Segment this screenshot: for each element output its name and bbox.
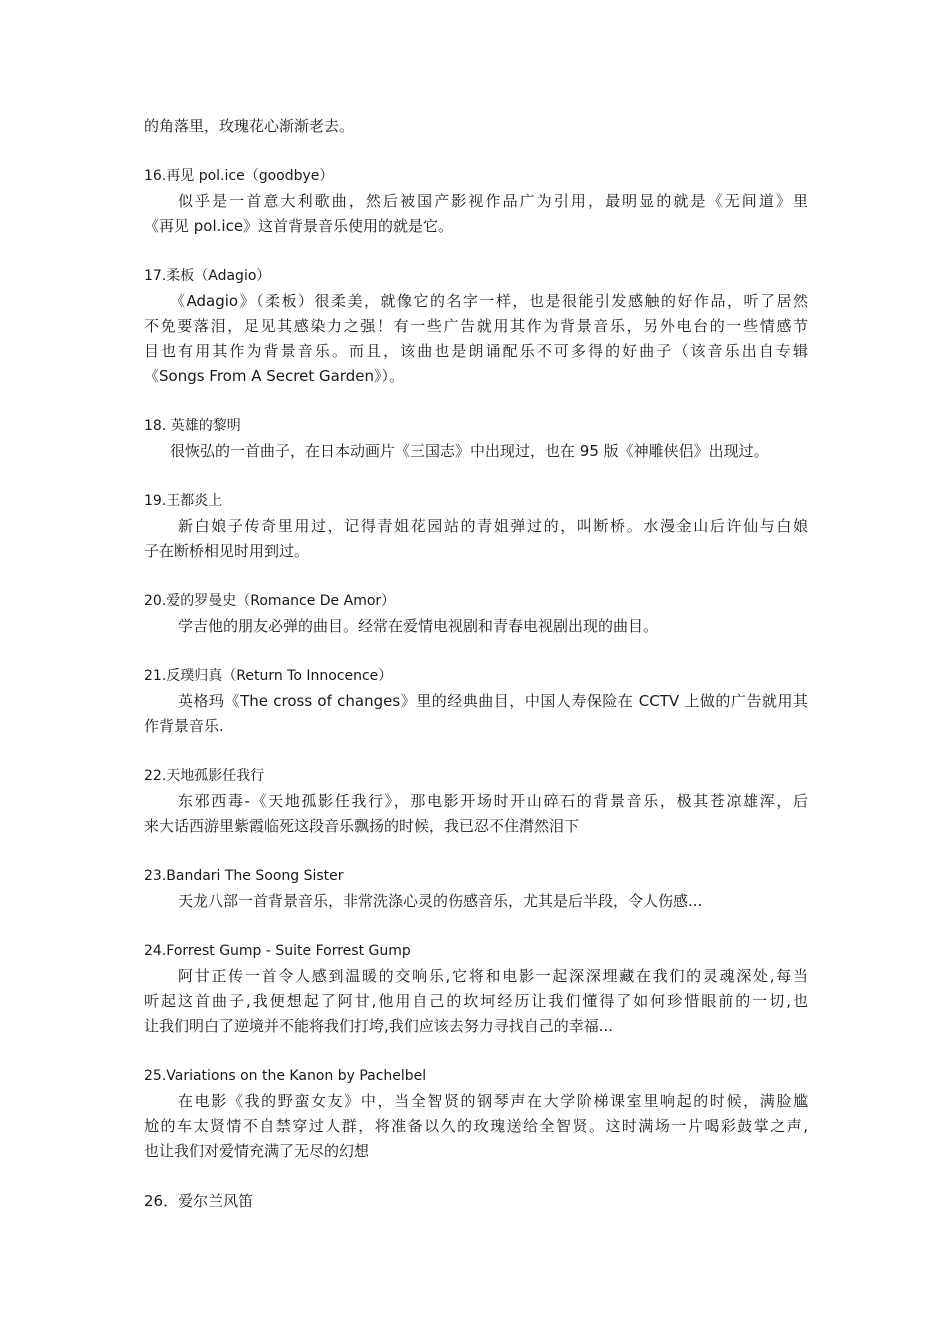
entry-20-line-1: 学吉他的朋友必弹的曲目。经常在爱情电视剧和青春电视剧出现的曲目。 — [178, 617, 659, 635]
entry-17-line-1: 《Adagio》（柔板）很柔美，就像它的名字一样，也是很能引发感触的好作品，听了居然 — [170, 292, 808, 310]
entry-19-line-2: 子在断桥相见时用到过。 — [144, 542, 310, 560]
entry-16-heading: 16.再见 pol.ice（goodbye） — [144, 168, 334, 184]
intro-tail-text: 的角落里，玫瑰花心渐渐老去。 — [144, 117, 355, 135]
document-body — [144, 114, 808, 1214]
entry-21-heading: 21.反璞归真（Return To Innocence） — [144, 668, 393, 684]
entry-23-line-1: 天龙八部一首背景音乐，非常洗涤心灵的伤感音乐，尤其是后半段，令人伤感... — [178, 892, 703, 910]
entry-24-heading: 24.Forrest Gump - Suite Forrest Gump — [144, 943, 411, 959]
entry-22-line-2: 来大话西游里紫霞临死这段音乐飘扬的时候，我已忍不住潸然泪下 — [144, 817, 580, 835]
entry-18-line-1: 很恢弘的一首曲子，在日本动画片《三国志》中出现过，也在 95 版《神雕侠侣》出现过。 — [170, 442, 769, 460]
entry-26-heading: 26．爱尔兰风笛 — [144, 1192, 254, 1210]
entry-16-line-1: 似乎是一首意大利歌曲，然后被国产影视作品广为引用，最明显的就是《无间道》里 — [178, 192, 808, 210]
entry-20-heading: 20.爱的罗曼史（Romance De Amor） — [144, 593, 396, 609]
entry-25-line-2: 尬的车太贤情不自禁穿过人群，将准备以久的玫瑰送给全智贤。这时满场一片喝彩鼓掌之声, — [144, 1117, 808, 1135]
entry-25-heading: 25.Variations on the Kanon by Pachelbel — [144, 1068, 427, 1084]
entry-17-heading: 17.柔板（Adagio） — [144, 268, 271, 284]
entry-24-line-2: 听起这首曲子,我便想起了阿甘,他用自己的坎坷经历让我们懂得了如何珍惜眼前的一切,也 — [144, 992, 808, 1010]
entry-19-heading: 19.王都炎上 — [144, 493, 223, 509]
entry-19-line-1: 新白娘子传奇里用过，记得青姐花园站的青姐弹过的，叫断桥。水漫金山后许仙与白娘 — [178, 517, 808, 535]
entry-17-line-3: 目也有用其作为背景音乐。而且，该曲也是朗诵配乐不可多得的好曲子（该音乐出自专辑 — [144, 342, 808, 360]
entry-24-line-3: 让我们明白了逆境并不能将我们打垮,我们应该去努力寻找自己的幸福... — [144, 1017, 614, 1035]
entry-22-heading: 22.天地孤影任我行 — [144, 768, 265, 784]
entry-18-heading: 18. 英雄的黎明 — [144, 418, 241, 434]
entry-21-line-1: 英格玛《The cross of changes》里的经典曲目，中国人寿保险在 CCTV 上做的广告就用其 — [178, 692, 808, 710]
entry-16-line-2: 《再见 pol.ice》这首背景音乐使用的就是它。 — [144, 217, 454, 235]
entry-21-line-2: 作背景音乐. — [144, 717, 224, 735]
entry-25-line-3: 也让我们对爱情充满了无尽的幻想 — [144, 1142, 370, 1160]
entry-23-heading: 23.Bandari The Soong Sister — [144, 868, 344, 884]
entry-25-line-1: 在电影《我的野蛮女友》中，当全智贤的钢琴声在大学阶梯课室里响起的时候，满脸尴 — [178, 1092, 808, 1110]
entry-17-line-2: 不免要落泪，足见其感染力之强！有一些广告就用其作为背景音乐，另外电台的一些情感节 — [144, 317, 808, 335]
entry-24-line-1: 阿甘正传一首令人感到温暖的交响乐,它将和电影一起深深埋藏在我们的灵魂深处,每当 — [178, 967, 808, 985]
entry-17-line-4: 《Songs From A Secret Garden》）。 — [144, 367, 404, 385]
entry-22-line-1: 东邪西毒-《天地孤影任我行》，那电影开场时开山碎石的背景音乐，极其苍凉雄浑，后 — [178, 792, 808, 810]
